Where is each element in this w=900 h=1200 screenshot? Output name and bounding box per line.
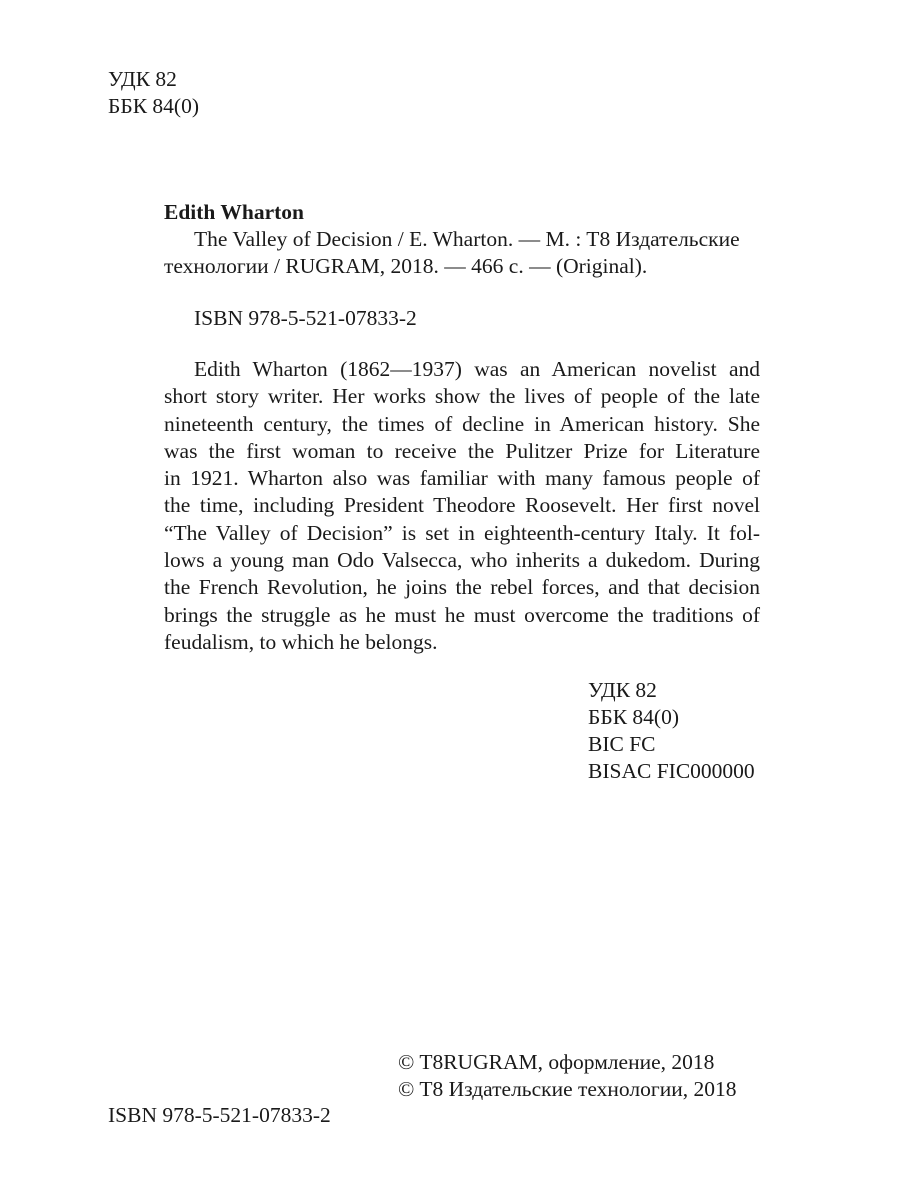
bibliographic-line-1: The Valley of Decision / E. Wharton. — M. : T8 Издательские <box>194 227 740 251</box>
abstract-line: Edith Wharton (1862—1937) was an American novelist and <box>194 357 760 381</box>
abstract-line: in 1921. Wharton also was familiar with many famous people of <box>164 466 760 491</box>
abstract-line: brings the struggle as he must he must overcome the traditions of <box>164 602 760 627</box>
abstract-line: short story writer. Her works show the lives of people of the late <box>164 384 760 409</box>
classification-codes <box>588 677 755 785</box>
udk-code: УДК 82 <box>588 678 657 702</box>
abstract-line: lows a young man Odo Valsecca, who inherits a dukedom. During <box>164 548 760 573</box>
copyright-notices <box>398 1049 736 1103</box>
abstract-line: the French Revolution, he joins the rebel forces, and that decision <box>164 575 760 600</box>
bbk-code: ББК 84(0) <box>588 705 679 729</box>
header-bbk-code: ББК 84(0) <box>108 94 199 118</box>
header-udk-code: УДК 82 <box>108 67 177 91</box>
abstract-line: the time, including President Theodore Roosevelt. Her first novel <box>164 493 760 518</box>
bic-code: BIC FC <box>588 732 656 756</box>
abstract-line: nineteenth century, the times of decline in American history. She <box>164 411 760 436</box>
abstract-line: was the first woman to receive the Pulitzer Prize for Literature <box>164 438 760 463</box>
abstract-line: “The Valley of Decision” is set in eighteenth-century Italy. It fol- <box>164 520 760 545</box>
header-classification-codes <box>108 66 199 120</box>
isbn-footer: ISBN 978-5-521-07833-2 <box>108 1103 331 1127</box>
abstract-line: feudalism, to which he belongs. <box>164 629 438 654</box>
isbn-record: ISBN 978-5-521-07833-2 <box>194 306 417 330</box>
bisac-code: BISAC FIC000000 <box>588 759 755 783</box>
author-name: Edith Wharton <box>164 200 304 224</box>
book-abstract <box>164 356 760 656</box>
copyright-publisher: © T8 Издательские технологии, 2018 <box>398 1077 737 1101</box>
copyright-design: © T8RUGRAM, оформление, 2018 <box>398 1050 715 1074</box>
bibliographic-line-2: технологии / RUGRAM, 2018. — 466 с. — (Original). <box>164 254 648 278</box>
